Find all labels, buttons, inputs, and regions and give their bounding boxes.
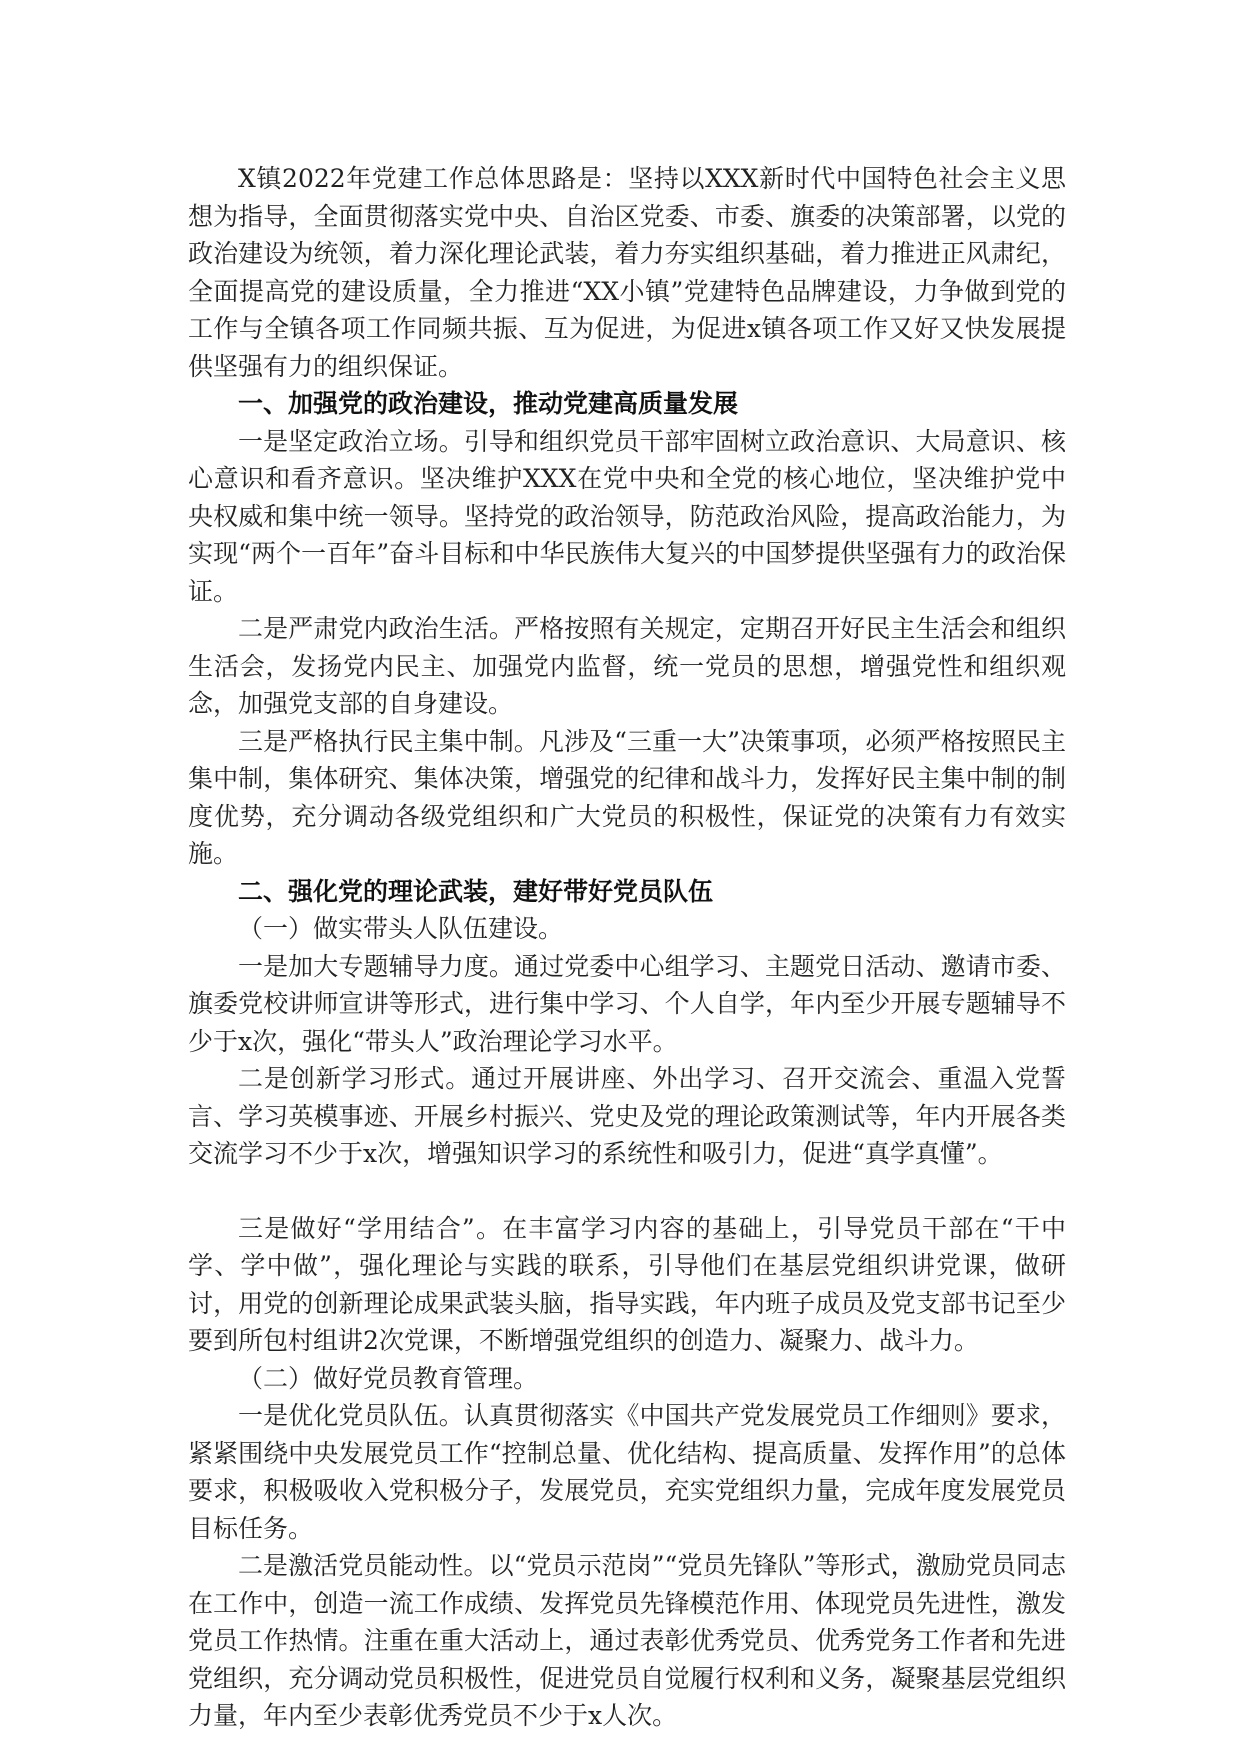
section-1-paragraph-3: 三是严格执行民主集中制。凡涉及“三重一大”决策事项，必须严格按照民主集中制，集体研究、集体决策，增强党的纪律和战斗力，发挥好民主集中制的制度优势，充分调动各级党组织和广大党员的积极性，保证党的决策有力有效实施。 bbox=[188, 726, 1066, 868]
section-2-paragraph-2: 二是创新学习形式。通过开展讲座、外出学习、召开交流会、重温入党誓言、学习英模事迹、开展乡村振兴、党史及党的理论政策测试等，年内开展各类交流学习不少于x次，增强知识学习的系统性和吸引力，促进“真学真懂”。 bbox=[188, 1064, 1066, 1168]
section-2-paragraph-5: 二是激活党员能动性。以“党员示范岗”“党员先锋队”等形式，激励党员同志在工作中，创造一流工作成绩、发挥党员先锋模范作用、体现党员先进性，激发党员工作热情。注重在重大活动上，通过表彰优秀党员、优秀党务工作者和先进党组织，充分调动党员积极性，促进党员自觉履行权利和义务，凝聚基层党组织力量，年内至少表彰优秀党员不少于x人次。 bbox=[188, 1551, 1066, 1730]
section-1-paragraph-2: 二是严肃党内政治生活。严格按照有关规定，定期召开好民主生活会和组织生活会，发扬党内民主、加强党内监督，统一党员的思想，增强党性和组织观念，加强党支部的自身建设。 bbox=[188, 614, 1066, 718]
section-2-paragraph-4: 一是优化党员队伍。认真贯彻落实《中国共产党发展党员工作细则》要求，紧紧围绕中央发展党员工作“控制总量、优化结构、提高质量、发挥作用”的总体要求，积极吸收入党积极分子，发展党员，充实党组织力量，完成年度发展党员目标任务。 bbox=[188, 1401, 1066, 1543]
subsection-2-heading: （二）做好党员教育管理。 bbox=[238, 1363, 539, 1393]
section-1-heading: 一、加强党的政治建设，推动党建高质量发展 bbox=[238, 389, 739, 418]
section-2-heading: 二、强化党的理论武装，建好带好党员队伍 bbox=[238, 876, 714, 906]
section-1-paragraph-1: 一是坚定政治立场。引导和组织党员干部牢固树立政治意识、大局意识、核心意识和看齐意识。坚决维护XXX在党中央和全党的核心地位，坚决维护党中央权威和集中统一领导。坚持党的政治领导，防范政治风险，提高政治能力，为实现“两个一百年”奋斗目标和中华民族伟大复兴的中国梦提供坚强有力的政治保证。 bbox=[188, 426, 1066, 606]
section-2-paragraph-3: 三是做好“学用结合”。在丰富学习内容的基础上，引导党员干部在“干中学、学中做”，强化理论与实践的联系，引导他们在基层党组织讲党课，做研讨，用党的创新理论成果武装头脑，指导实践，年内班子成员及党支部书记至少要到所包村组讲2次党课，不断增强党组织的创造力、凝聚力、战斗力。 bbox=[188, 1213, 1066, 1355]
subsection-1-heading: （一）做实带头人队伍建设。 bbox=[238, 914, 564, 943]
section-2-paragraph-1: 一是加大专题辅导力度。通过党委中心组学习、主题党日活动、邀请市委、旗委党校讲师宣讲等形式，进行集中学习、个人自学，年内至少开展专题辅导不少于x次，强化“带头人”政治理论学习水平。 bbox=[188, 951, 1066, 1056]
intro-paragraph: X镇2022年党建工作总体思路是：坚持以XXX新时代中国特色社会主义思想为指导，全面贯彻落实党中央、自治区党委、市委、旗委的决策部署，以党的政治建设为统领，着力深化理论武装，着力夯实组织基础，着力推进正风肃纪，全面提高党的建设质量，全力推进“XX小镇”党建特色品牌建设，力争做到党的工作与全镇各项工作同频共振、互为促进，为促进x镇各项工作又好又快发展提供坚强有力的组织保证。 bbox=[188, 164, 1066, 381]
document-body bbox=[188, 160, 1066, 1735]
